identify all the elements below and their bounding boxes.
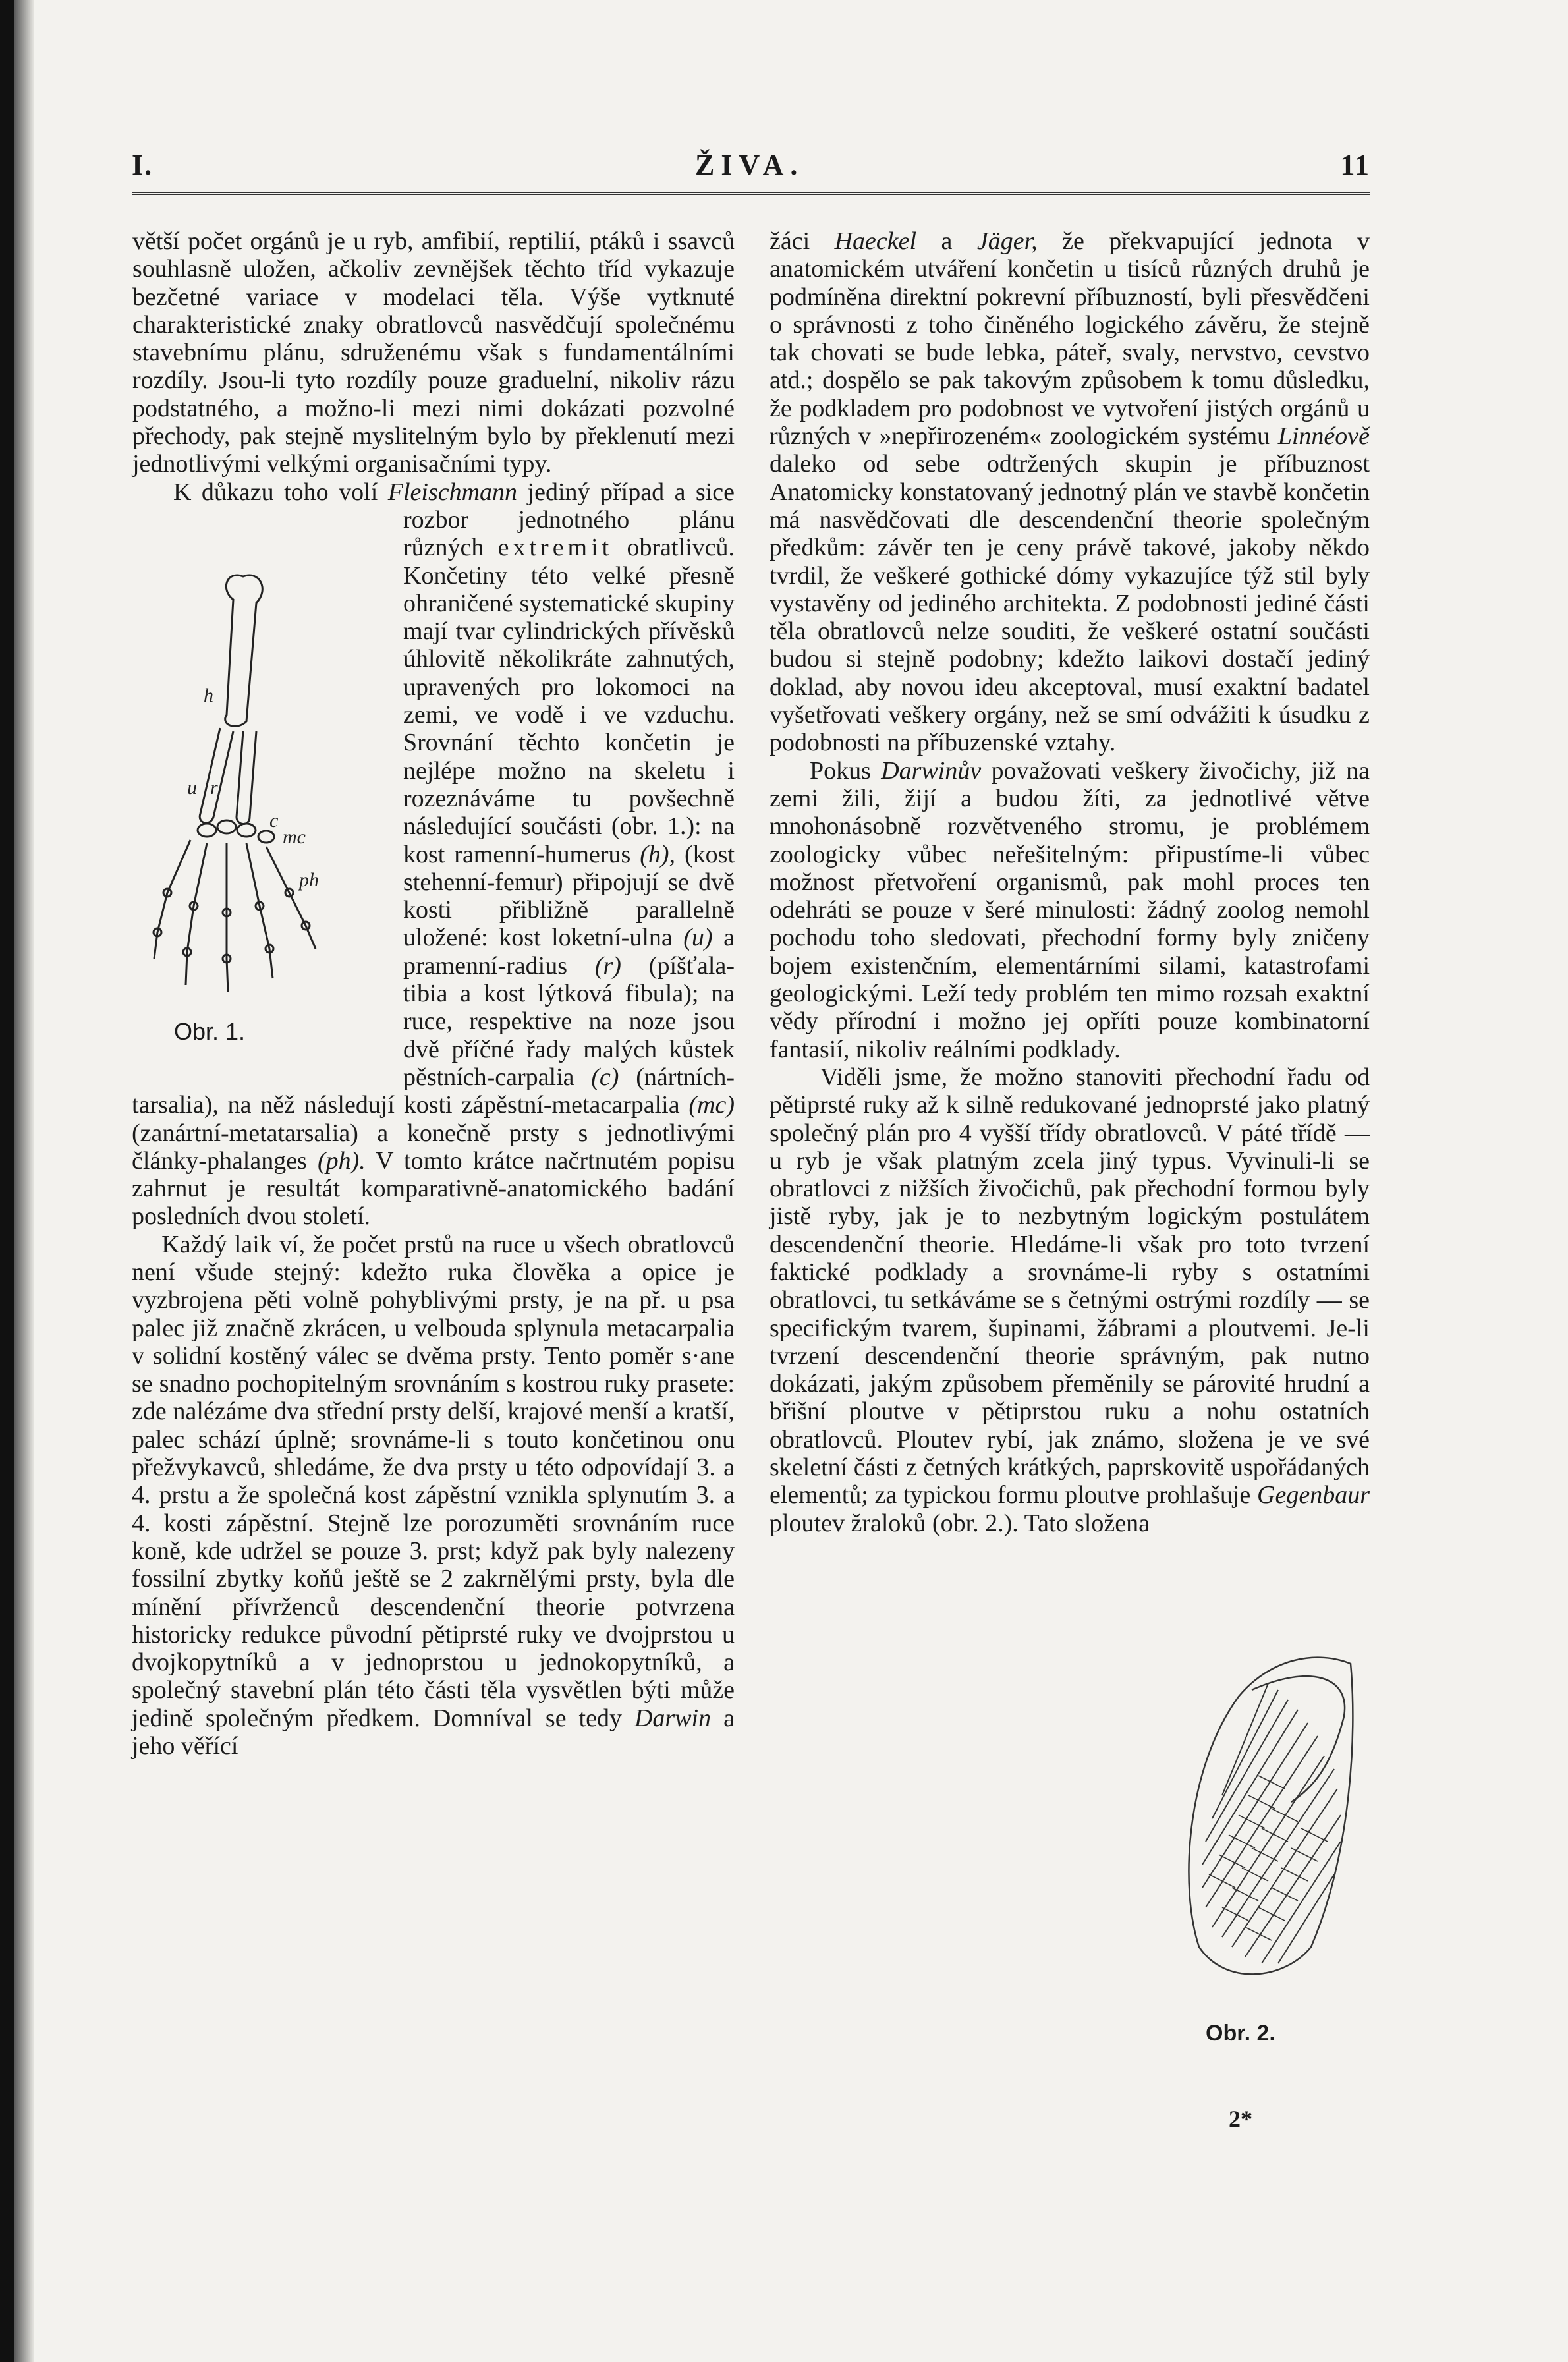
fig1-label-u: u	[187, 777, 197, 799]
shark-fin-skeleton-illustration	[1160, 1637, 1370, 2006]
page-number: 11	[1340, 149, 1370, 181]
fig1-label-h: h	[204, 685, 213, 706]
figure-1	[128, 517, 385, 1064]
fig1-label-r: r	[210, 777, 218, 799]
journal-title: ŽIVA.	[695, 149, 804, 181]
forelimb-skeleton-illustration	[128, 563, 385, 1025]
fig1-label-mc: mc	[283, 826, 306, 848]
right-paragraph-1: žáci Haeckel a Jäger, že překvapující jednota v anatomickém utváření končetin u tisíců různých druhů je podmíněna direktní pokrevní příbuzností, byli přesvědčeni o správnosti z toho činěného logického závěru, že stejně tak chovati se bude lebka, páteř, svaly, nervstvo, cevstvo atd.; dospělo se pak takovým způsobem k tomu důsledku, že podkladem pro podobnost ve vytvoření jistých orgánů u různých v »nepřirozeném« zoologickém systému Linnéově daleko od sebe odtržených skupin je příbuznost Anatomicky konstatovaný jednotný plán ve stavbě končetin má nasvědčovati dle descendenční theorie společným předkům: závěr ten je ceny právě takové, jakoby někdo tvrdil, že veškeré gothické dómy vykazujíce týž stil byly vystavěny od jediného architekta. Z podobnosti jediné části těla obratlovců nelze souditi, že veškeré ostatní součásti budou si stejně podobny; kdežto laikovi dostačí jediný doklad, aby novou ideu akceptoval, musí exaktní badatel vyšetřovati veškery orgány, než se smí odvážiti k úsudku z podobnosti na příbuzenské vztahy.	[770, 227, 1370, 757]
header-rule	[132, 192, 1370, 195]
left-paragraph-1: větší počet orgánů je u ryb, amfibií, reptilií, ptáků i ssavců souhlasně uložen, ačkoliv zevnějšek těchto tříd vykazuje bezčetné variace v modelaci těla. Výše vytknuté charakteristické znaky obratlovců nasvědčují společnému stavebnímu plánu, sdruženému však s fundamentálními rozdíly. Jsou-li tyto rozdíly pouze graduelní, nikoliv rázu podstatného, a možno-li mezi nimi dokázati pozvolné přechody, pak stejně myslitelným bylo by překlenutí mezi jednotlivými velkými organisačními typy.	[132, 227, 735, 478]
volume-number: I.	[132, 149, 154, 181]
left-paragraph-2: K důkazu toho volí Fleischmann jediný případ a sice rozbor jednotného plánu různých extremit obratlivců. Končetiny této velké přesně ohraničené systematické skupiny mají tvar cylindrických přívěsků úhlovitě několikráte zahnutých, upravených pro lokomoci na zemi, ve vodě i ve vzduchu. Srovnání těchto končetin je nejlépe možno na skeletu i rozeznáváme tu povšechně následující součásti (obr. 1.): na kost ramenní-humerus (h), (kost stehenní-femur) připojují se dvě kosti přibližně parallelně uložené: kost loketní-ulna (u) a pramenní-radius (r) (píšťala-tibia a kost lýtková fibula); na ruce, respektive na noze jsou dvě příčné řady malých kůstek pěstních-carpalia (c) (nártních-tarsalia), na něž následují kosti zápěstní-metacarpalia (mc) (zanártní-metatarsalia) a konečně prsty s jednotlivými články-phalanges (ph). V tomto krátce načrtnutém popisu zahrnut je resultát komparativně-anatomického badání posledních dvou století.	[132, 478, 735, 1231]
fig1-label-c: c	[269, 810, 279, 831]
figure-1-caption: Obr. 1.	[174, 1018, 246, 1045]
right-paragraph-3: Viděli jsme, že možno stanoviti přechodní řadu od pětiprsté ruky až k silně redukované jednoprsté jako platný společný plán pro 4 vyšší třídy obratlovců. V páté třídě — u ryb je však platným zcela jiný typus. Vyvinuli-li se obratlovci z nižších živočichů, pak přechodní formou byly jistě ryby, jak je to nezbytným logickým postulátem descendenční theorie. Hledáme-li však pro toto tvrzení faktické podklady a srovnáme-li ryby s ostatními obratlovci, tu setkáváme se s četnými ostrými rozdíly — se specifickým tvarem, šupinami, žábrami a ploutvemi. Je-li tvrzení descendenční theorie správným, pak nutno dokázati, jakým způsobem přeměnily se párovité hrudní a břišní ploutve v pětiprstou ruku a nohu ostatních obratlovců. Ploutev rybí, jak známo, složena je ve své skeletní části z četných krátkých, paprskovitě uspořádaných elementů; za typickou formu ploutve prohlašuje Gegenbaur ploutev žraloků (obr. 2.). Tato složena	[770, 1063, 1370, 1537]
fig1-label-ph: ph	[299, 869, 319, 891]
right-paragraph-2: Pokus Darwinův považovati veškery živočichy, již na zemi žili, žijí a budou žíti, za jednotlivé větve mnohonásobně rozvětveného stromu, je problémem zoologicky vůbec neřešitelným: připustíme-li vůbec možnost přetvoření organismů, pak mohl proces ten odehráti se pouze v šeré minulosti: žádný zoolog nemohl pochodu toho sledovati, přechodní formy byly zničeny bojem existenčním, elementárními silami, katastrofami geologickými. Leží tedy problém ten mimo rozsah exaktní vědy přírodní i možno jej opříti pouze kombinatorní fantasií, nikoliv reálními podklady.	[770, 756, 1370, 1063]
figure-2	[1160, 1617, 1370, 2092]
running-header	[132, 148, 1370, 194]
binding-shadow	[0, 0, 14, 2362]
left-column	[132, 227, 735, 2098]
left-paragraph-3: Každý laik ví, že počet prstů na ruce u všech obratlovců není všude stejný: kdežto ruka člověka a opice je vyzbrojena pěti volně pohyblivými prsty, je na př. u psa palec již značně zkrácen, u velbouda splynula metacarpalia v solidní kostěný válec se dvěma prsty. Tento poměr s·ane se snadno pochopitelným srovnáním s kostrou ruky prasete: zde nalézáme dva střední prsty delší, krajové menší a kratší, palec schází úplně; srovnáme-li s touto končetinou onu přežvykavců, shledáme, že dva prsty u této odpovídají 3. a 4. prstu a že společná kost zápěstní vznikla splynutím 3. a 4. kosti zápěstní. Stejně lze porozuměti srovnáním ruce koně, kde udržel se pouze 3. prst; když pak byly nalezeny fossilní zbytky koňů ještě se 2 zakrnělými prsty, byla dle mínění přívrženců descendenční theorie potvrzena historicky redukce původní pětiprsté ruky ve dvojprstou u dvojkopytníků a v jednoprstou u jednokopytníků, a společný stavební plán této části těla vysvětlen býti může jedině společným předkem. Domníval se tedy Darwin a jeho věřící	[132, 1230, 735, 1760]
right-column	[770, 227, 1370, 2098]
scan-edge	[14, 0, 34, 2362]
signature-mark: 2*	[1229, 2106, 1252, 2132]
figure-2-caption: Obr. 2.	[1206, 2021, 1275, 2046]
